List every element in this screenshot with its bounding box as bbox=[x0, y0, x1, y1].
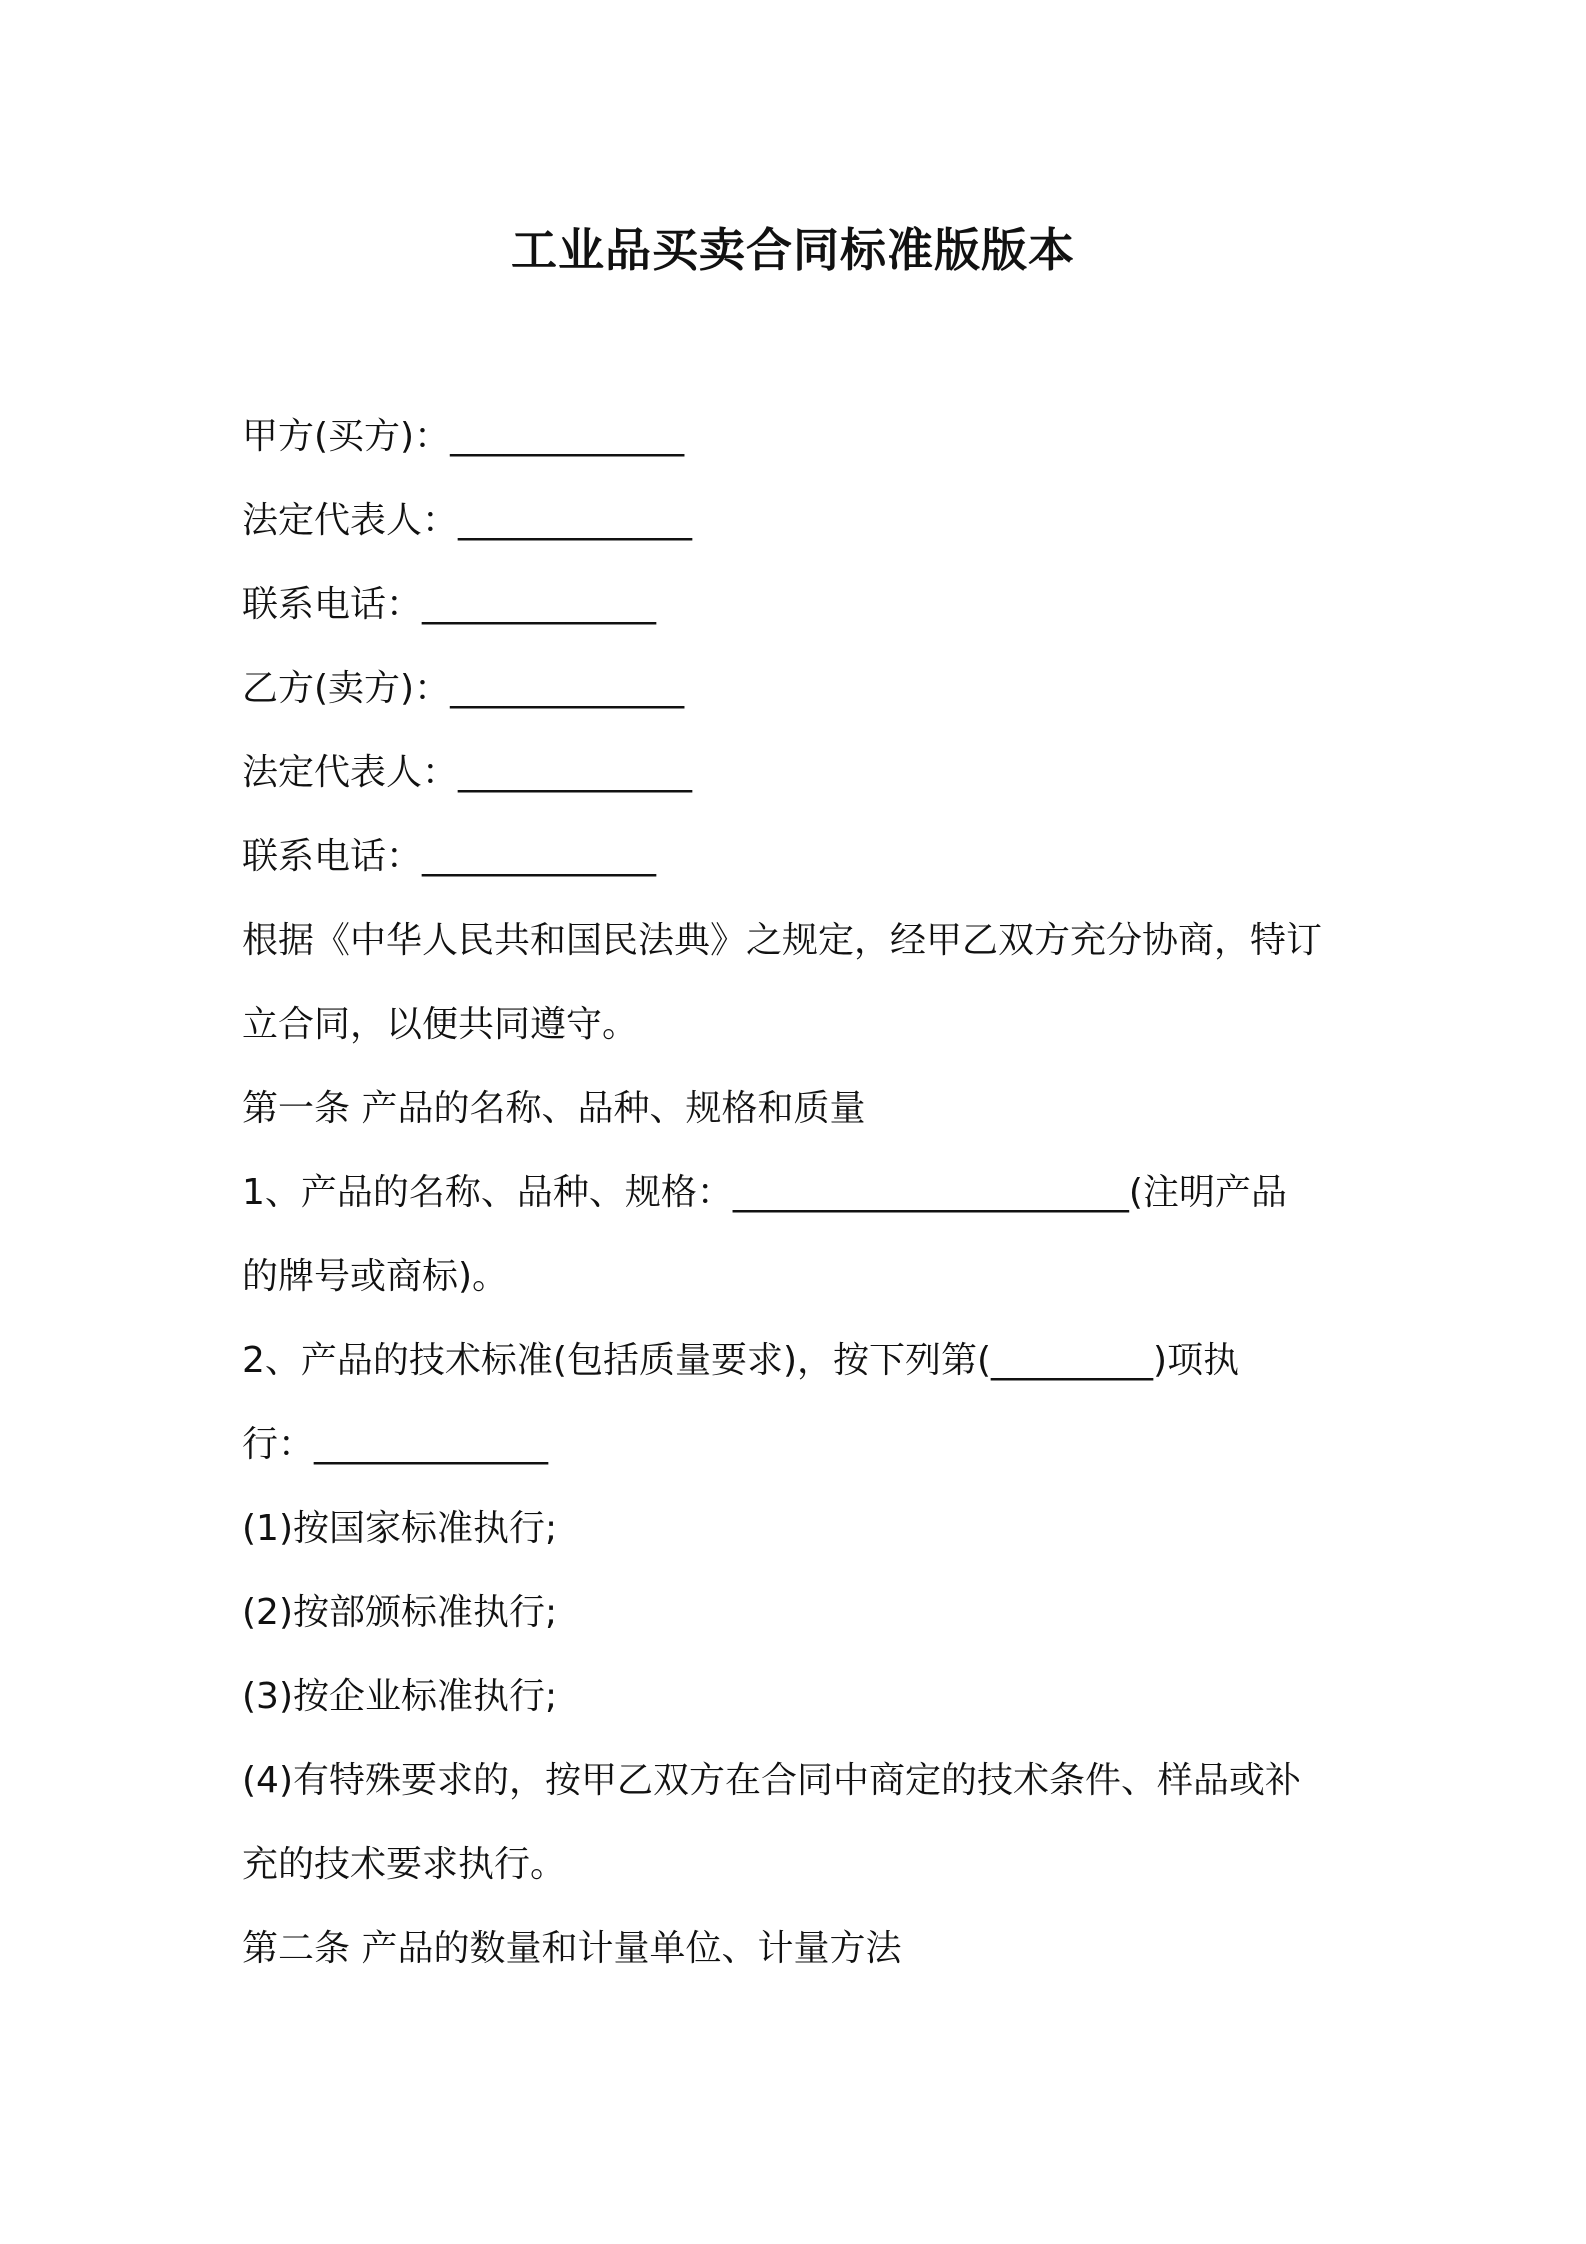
party-b-representative-line: 法定代表人：_____________ bbox=[242, 752, 693, 793]
standard-option-1: (1)按国家标准执行; bbox=[242, 1508, 558, 1549]
standard-option-4-line-1: (4)有特殊要求的，按甲乙双方在合同中商定的技术条件、样品或补 bbox=[242, 1760, 1301, 1801]
preamble-line-2: 立合同，以便共同遵守。 bbox=[242, 1004, 639, 1045]
clause-2-line-2: 行：_____________ bbox=[242, 1424, 549, 1465]
article-1-heading: 第一条 产品的名称、品种、规格和质量 bbox=[242, 1088, 866, 1129]
party-a-representative-line: 法定代表人：_____________ bbox=[242, 500, 693, 541]
party-a-line: 甲方(买方)：_____________ bbox=[242, 416, 685, 457]
clause-2-line-1: 2、产品的技术标准(包括质量要求)，按下列第(_________)项执 bbox=[242, 1340, 1240, 1381]
article-2-heading: 第二条 产品的数量和计量单位、计量方法 bbox=[242, 1928, 902, 1969]
preamble-line-1: 根据《中华人民共和国民法典》之规定，经甲乙双方充分协商，特订 bbox=[242, 920, 1323, 961]
document-body bbox=[242, 395, 1362, 1991]
party-b-line: 乙方(卖方)：_____________ bbox=[242, 668, 685, 709]
standard-option-2: (2)按部颁标准执行; bbox=[242, 1592, 558, 1633]
standard-option-3: (3)按企业标准执行; bbox=[242, 1676, 558, 1717]
clause-1-line-2: 的牌号或商标)。 bbox=[242, 1256, 509, 1297]
party-b-phone-line: 联系电话：_____________ bbox=[242, 836, 657, 877]
clause-1-line-1: 1、产品的名称、品种、规格：______________________(注明产品 bbox=[242, 1172, 1287, 1213]
standard-option-4-line-2: 充的技术要求执行。 bbox=[242, 1844, 567, 1885]
document-title: 工业品买卖合同标准版版本 bbox=[511, 223, 1075, 277]
party-a-phone-line: 联系电话：_____________ bbox=[242, 584, 657, 625]
